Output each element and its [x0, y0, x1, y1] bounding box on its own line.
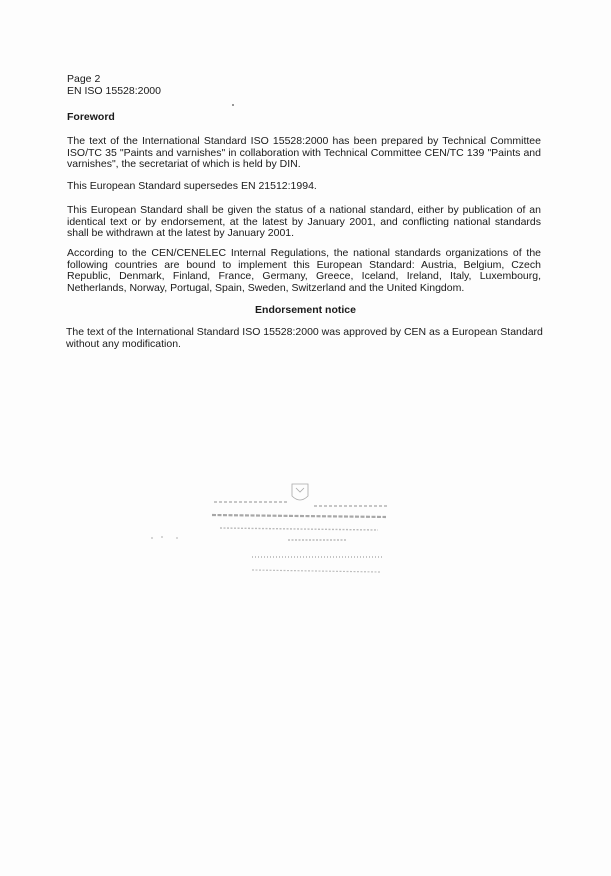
page-number: Page 2 [67, 73, 101, 85]
endorsement-heading: Endorsement notice [255, 304, 356, 316]
foreword-paragraph-4: According to the CEN/CENELEC Internal Regulations, the national standards organizations of the following countries are bound to implement this European Standard: Austria, Belgium, Czech Republic, Denmark, Finland, France, Germany, Greece, Iceland, Ireland, Italy, Luxembourg, Netherlands, Norway, Portugal, Spain, Sweden, Switzerland and the United Kingdom. [67, 247, 541, 294]
foreword-paragraph-3: This European Standard shall be given the status of a national standard, either by publication of an identical text or by endorsement, at the latest by January 2001, and conflicting national standards shall be withdrawn at the latest by January 2001. [67, 204, 541, 240]
foreword-paragraph-1: The text of the International Standard ISO 15528:2000 has been prepared by Technical Committee ISO/TC 35 "Paints and varnishes" in collaboration with Technical Committee CEN/TC 139 "Paints and varnishes", the secretariat of which is held by DIN. [67, 135, 541, 171]
scan-speck [176, 537, 178, 539]
official-seal-icon [196, 478, 416, 588]
scan-speck [161, 536, 163, 538]
document-id: EN ISO 15528:2000 [67, 85, 161, 97]
page-header [67, 73, 161, 97]
scan-speck [151, 537, 153, 539]
endorsement-text: The text of the International Standard ISO 15528:2000 was approved by CEN as a European Standard without any modification. [66, 326, 543, 350]
foreword-heading: Foreword [67, 111, 115, 123]
foreword-paragraph-2: This European Standard supersedes EN 21512:1994. [67, 180, 317, 192]
scan-speck [232, 104, 234, 106]
